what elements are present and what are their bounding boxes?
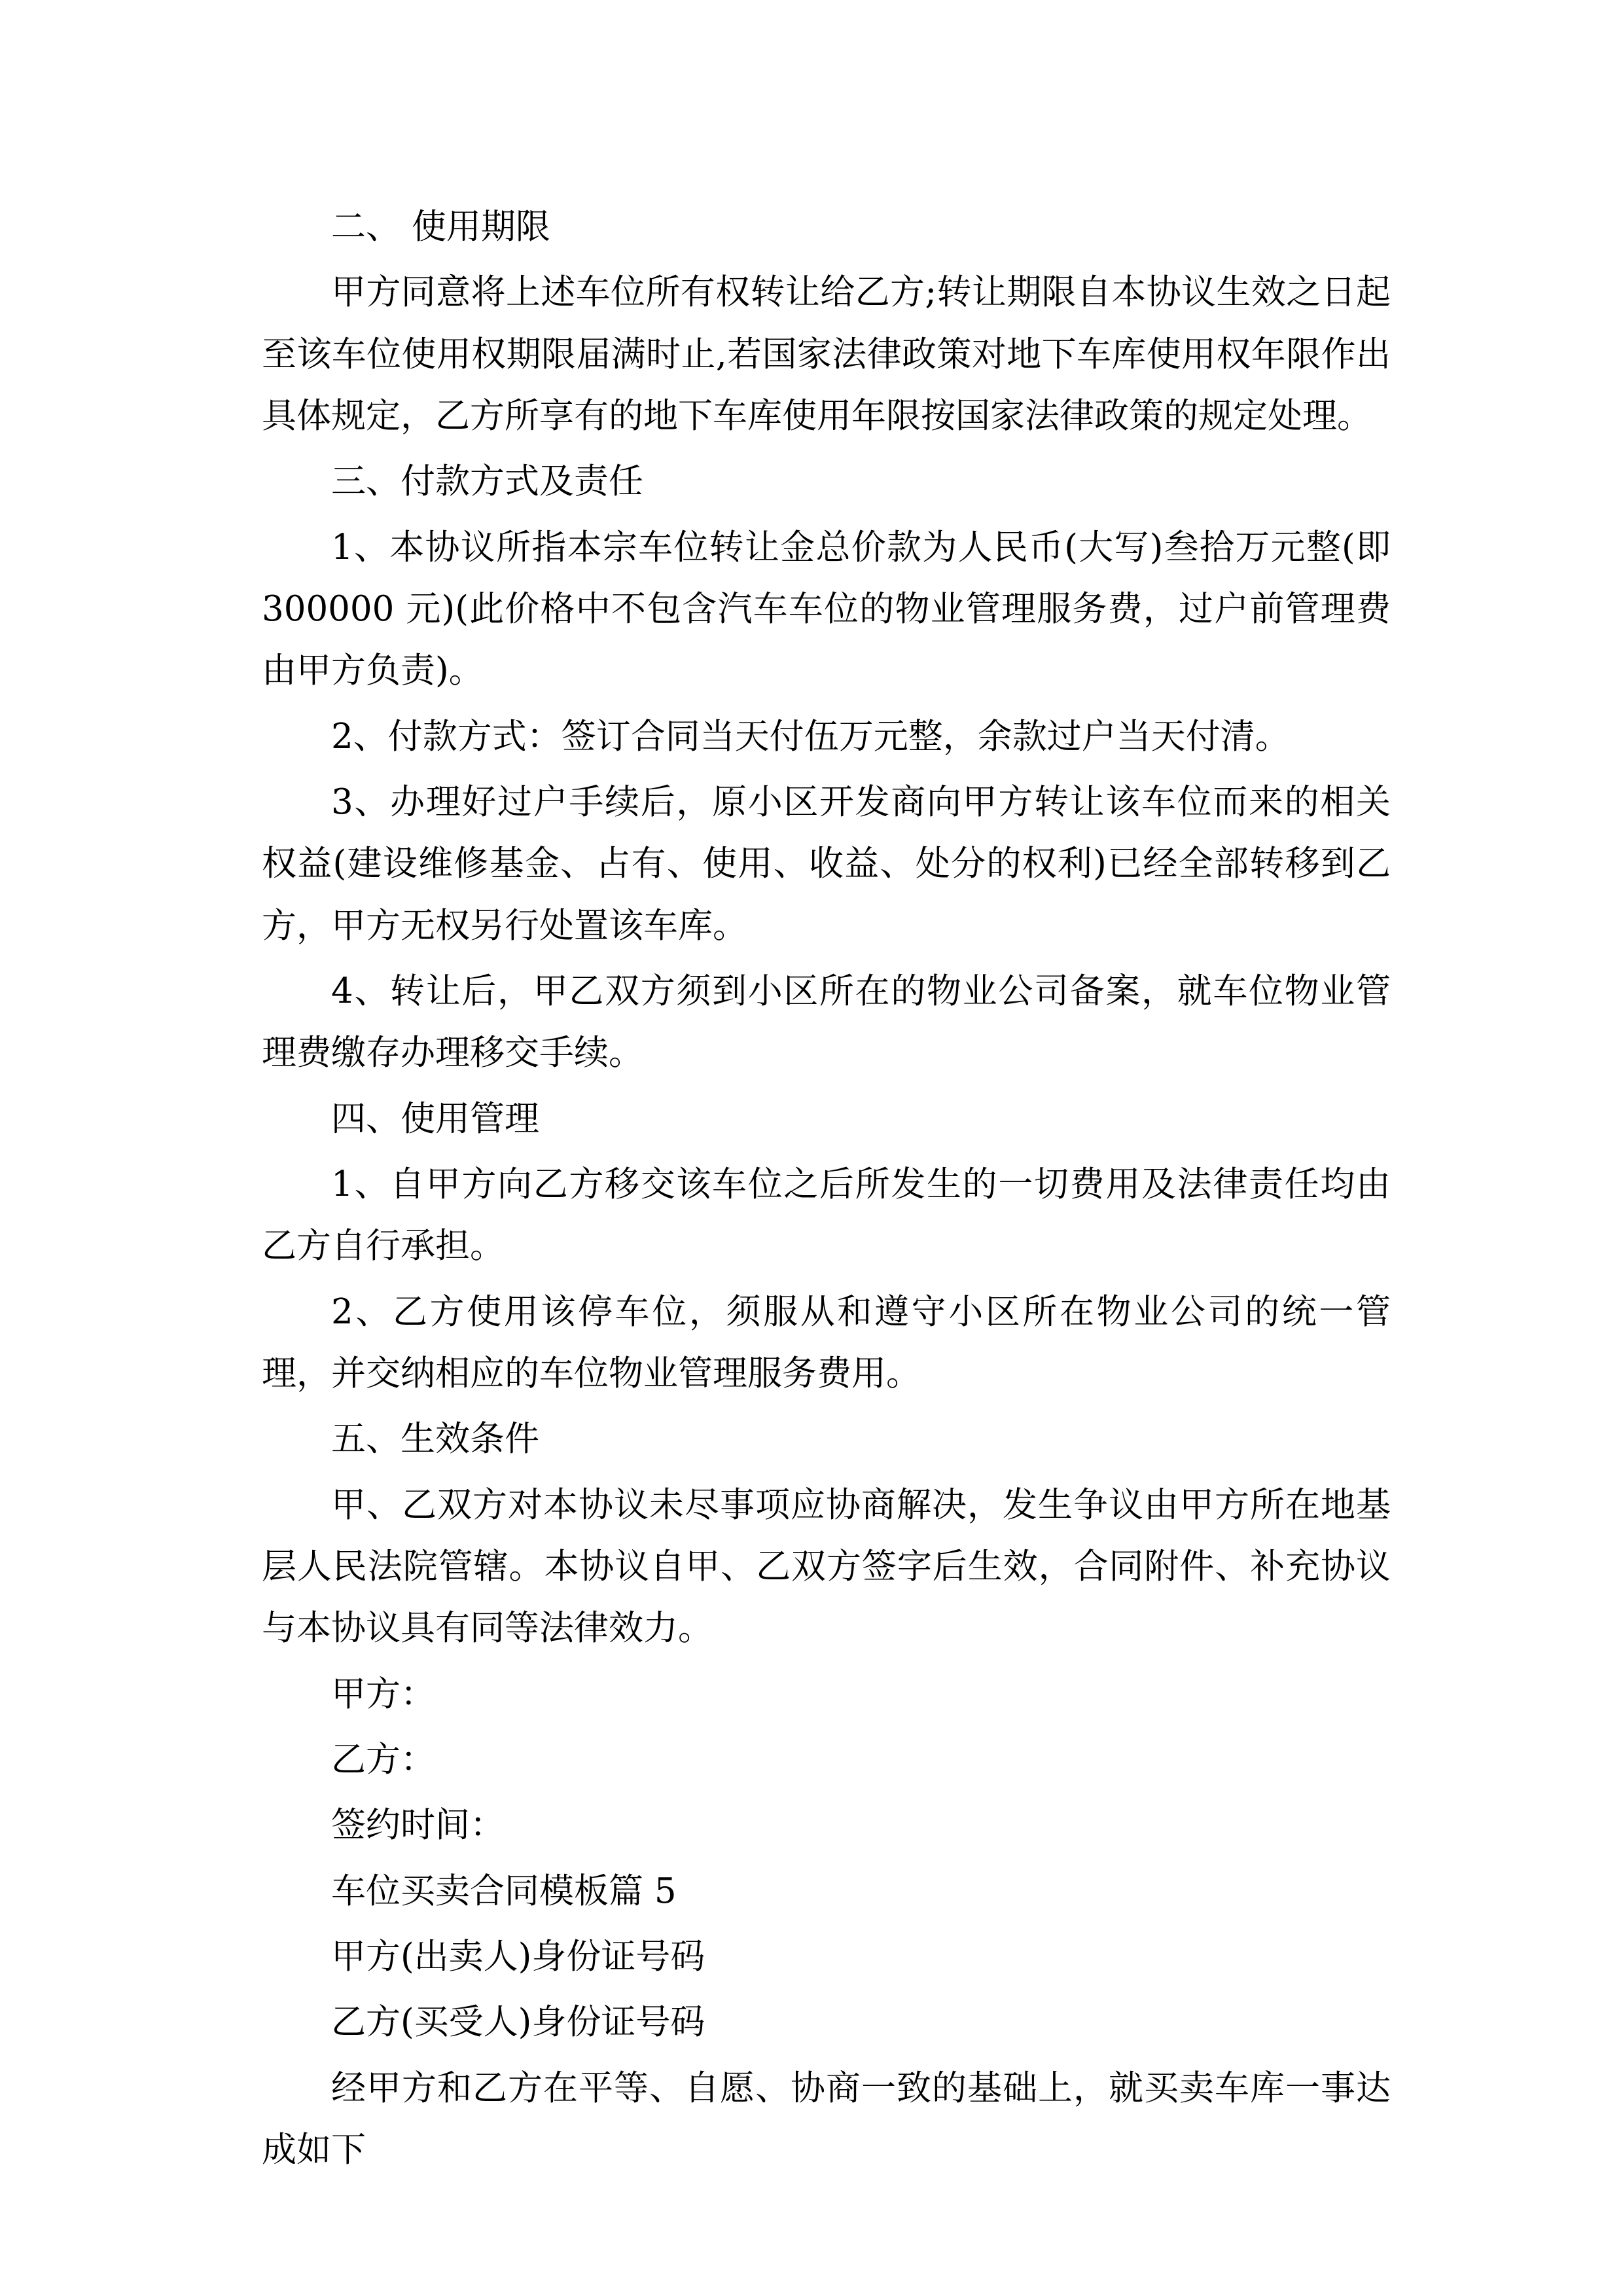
paragraph-management-1: 1、自甲方向乙方移交该车位之后所发生的一切费用及法律责任均由乙方自行承担。 [262,1164,1391,1266]
paragraph-payment-4: 4、转让后，甲乙双方须到小区所在的物业公司备案，就车位物业管理费缴存办理移交手续。 [262,971,1391,1073]
section-heading-effective: 五、生效条件 [331,1419,539,1460]
paragraph-use-term: 甲方同意将上述车位所有权转让给乙方;转让期限自本协议生效之日起至该车位使用权期限届满时止,若国家法律政策对地下车库使用权年限作出具体规定，乙方所享有的地下车库使用年限按国家法律政策的规定处理。 [262,272,1391,436]
section-heading-use-term: 二、 使用期限 [331,207,550,247]
next-template-title: 车位买卖合同模板篇 5 [331,1871,677,1911]
signature-party-b: 乙方： [331,1739,435,1780]
party-b-id-line: 乙方(买受人)身份证号码 [331,2002,705,2043]
paragraph-payment-3: 3、办理好过户手续后，原小区开发商向甲方转让该车位而来的相关权益(建设维修基金、占有、使用、收益、处分的权利)已经全部转移到乙方，甲方无权另行处置该车库。 [262,781,1391,946]
paragraph-payment-2: 2、付款方式：签订合同当天付伍万元整，余款过户当天付清。 [331,716,1290,757]
paragraph-management-2: 2、乙方使用该停车位，须服从和遵守小区所在物业公司的统一管理，并交纳相应的车位物业管理服务费用。 [262,1291,1391,1393]
document-body [262,196,1391,2181]
party-a-id-line: 甲方(出卖人)身份证号码 [331,1936,705,1977]
section-heading-payment: 三、付款方式及责任 [331,461,643,502]
paragraph-payment-1: 1、本协议所指本宗车位转让金总价款为人民币(大写)叁拾万元整(即 300000 元)(此价格中不包含汽车车位的物业管理服务费，过户前管理费由甲方负责)。 [262,527,1391,691]
signature-party-a: 甲方： [331,1674,435,1714]
paragraph-effective: 甲、乙双方对本协议未尽事项应协商解决，发生争议由甲方所在地基层人民法院管辖。本协议自甲、乙双方签字后生效，合同附件、补充协议与本协议具有同等法律效力。 [262,1484,1391,1649]
section-heading-management: 四、使用管理 [331,1098,539,1139]
signature-date: 签约时间： [331,1805,505,1846]
paragraph-preamble: 经甲方和乙方在平等、自愿、协商一致的基础上，就买卖车库一事达成如下 [262,2068,1391,2170]
